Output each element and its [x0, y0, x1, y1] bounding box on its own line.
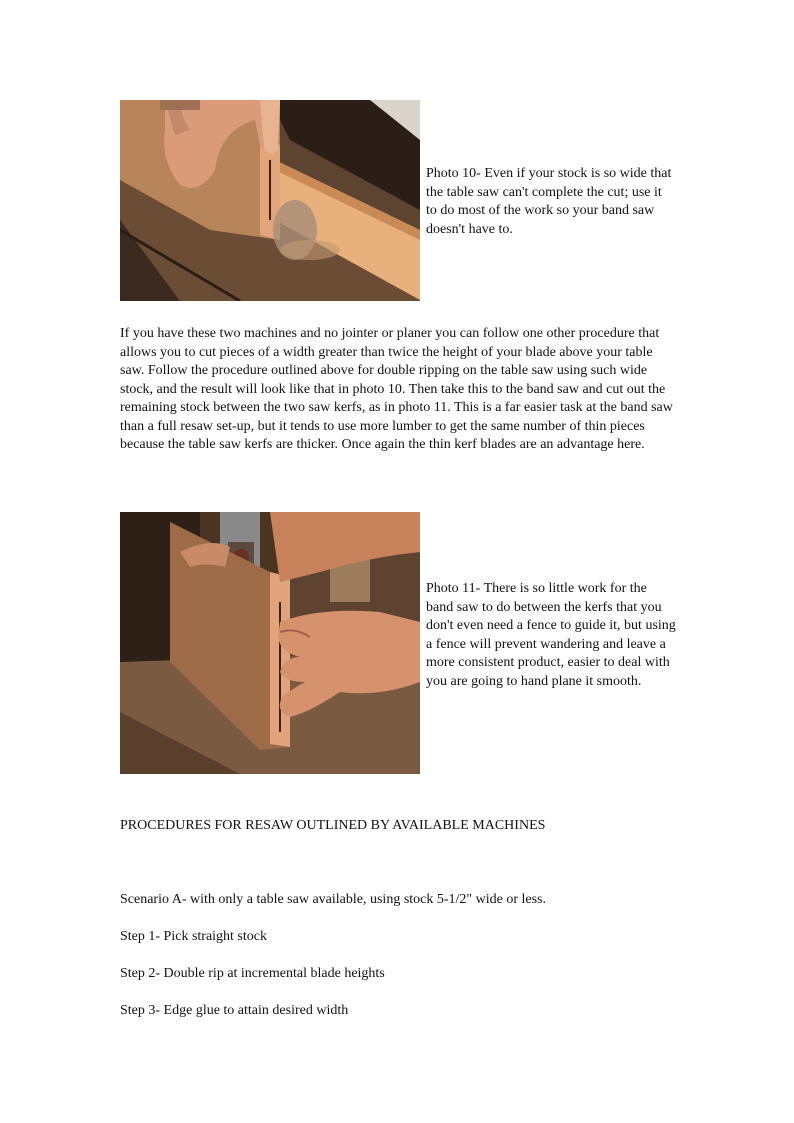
- body-paragraph: If you have these two machines and no jointer or planer you can follow one other procedure that allows you to cut pieces of a width greater than twice the height of your blade above your table saw. Follow the procedure outlined above for double ripping on the table saw using such wide stock, and the result will look like that in photo 10. Then take this to the band saw and cut out the remaining stock between the two saw kerfs, as in photo 11. This is a far easier task at the band saw than a full resaw set-up, but it tends to use more lumber to get the same number of thin pieces because the table saw kerfs are thicker. Once again the thin kerf blades are an advantage here.: [120, 326, 673, 452]
- step-2: Step 2- Double rip at incremental blade heights: [120, 966, 385, 981]
- photo-10-caption: Photo 10- Even if your stock is so wide that the table saw can't complete the cut; use it to do most of the work so your band saw doesn't have to.: [426, 166, 672, 237]
- step-1: Step 1- Pick straight stock: [120, 929, 267, 944]
- scenario-a: Scenario A- with only a table saw available, using stock 5-1/2" wide or less.: [120, 892, 547, 907]
- step-3: Step 3- Edge glue to attain desired width: [120, 1003, 349, 1018]
- photo-10-table-saw: [120, 100, 420, 301]
- section-heading: PROCEDURES FOR RESAW OUTLINED BY AVAILABLE MACHINES: [120, 818, 546, 833]
- photo-11-band-saw: [120, 512, 420, 774]
- photo-11-caption: Photo 11- There is so little work for the band saw to do between the kerfs that you don't even need a fence to guide it, but using a fence will prevent wandering and leave a more consistent product, easier to deal with you are going to hand plane it smooth.: [426, 581, 676, 689]
